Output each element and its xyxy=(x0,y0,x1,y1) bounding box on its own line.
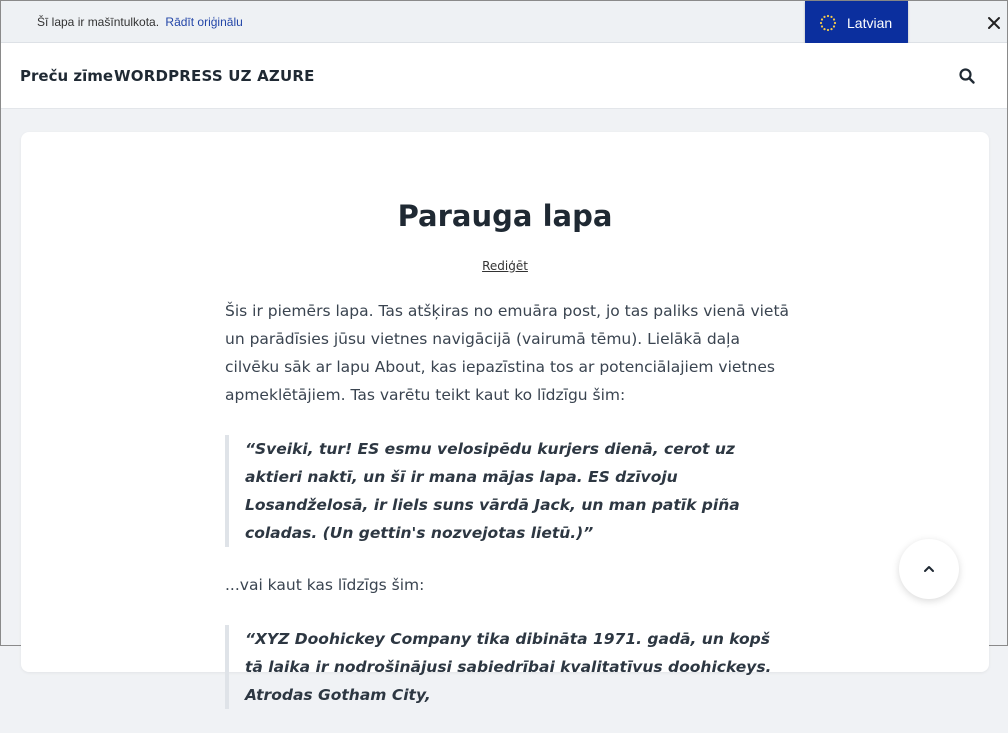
translation-bar xyxy=(1,1,1007,43)
site-header xyxy=(1,43,1007,109)
site-title[interactable]: WORDPRESS UZ AZURE xyxy=(114,67,315,85)
translation-notice: Šī lapa ir mašīntulkota. xyxy=(37,15,160,29)
scroll-to-top-button[interactable] xyxy=(899,539,959,599)
paragraph: ...vai kaut kas līdzīgs šim: xyxy=(225,576,425,594)
language-button[interactable] xyxy=(805,1,908,45)
show-original-link[interactable]: Rādīt oriģinālu xyxy=(165,15,243,29)
language-label: Latvian xyxy=(847,15,893,31)
chevron-up-icon xyxy=(923,565,935,573)
edit-link[interactable]: Rediģēt xyxy=(482,259,528,273)
blockquote: “Sveiki, tur! ES esmu velosipēdu kurjers dienā, cerot uz aktieri naktī, un šī ir mana mājas lapa. ES dzīvoju Losandželosā, ir liels suns vārdā Jack, un man patīk piña coladas. (Un gettin's nozvejotas lietū.)” xyxy=(225,435,791,547)
page-content xyxy=(225,297,791,733)
paragraph: Šis ir piemērs lapa. Tas atšķiras no emuāra post, jo tas paliks vienā vietā un parādīsies jūsu vietnes navigācijā (vairumā tēmu). Lielākā daļa cilvēku sāk ar lapu About, kas iepazīstina tos ar potenciālajiem vietnes apmeklētājiem. Tas varētu teikt kaut ko līdzīgu šim: xyxy=(225,302,790,404)
search-icon xyxy=(958,67,976,85)
close-icon xyxy=(985,14,1003,32)
close-translation-button[interactable] xyxy=(985,14,1003,32)
brand-logo[interactable]: Preču zīme xyxy=(20,67,114,85)
content-card xyxy=(21,132,989,704)
eu-flag-icon xyxy=(819,14,837,32)
search-button[interactable] xyxy=(958,67,976,85)
translation-message xyxy=(37,15,243,29)
blockquote: “XYZ Doohickey Company tika dibināta 1971. gadā, un kopš tā laika ir nodrošinājusi sabiedrībai kvalitatīvus doohickeys. Atrodas Gotham City, xyxy=(225,625,791,709)
page-title: Parauga lapa xyxy=(397,199,613,233)
